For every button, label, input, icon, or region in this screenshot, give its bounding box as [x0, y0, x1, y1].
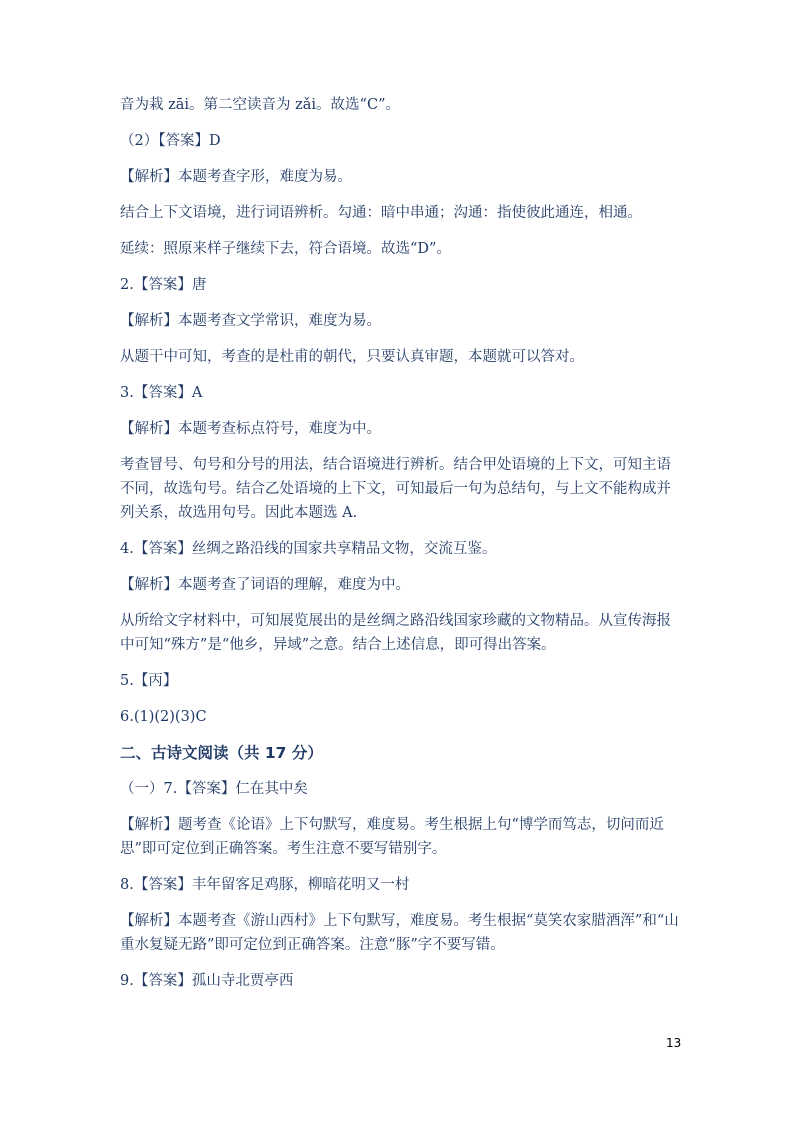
paragraph-text: 从题干中可知，考查的是杜甫的朝代，只要认真审题，本题就可以答对。 [120, 349, 584, 365]
paragraph-text: 结合上下文语境，进行词语辨析。勾通：暗中串通；沟通：指使彼此通连，相通。 [120, 205, 642, 221]
paragraph-text: 【解析】本题考查了词语的理解，难度为中。 [120, 577, 410, 593]
paragraph [120, 93, 680, 117]
paragraph-text: 延续：照原来样子继续下去，符合语境。故选“D”。 [120, 241, 451, 257]
paragraph-text: 音为栽 zāi。第二空读音为 zǎi。故选“C”。 [120, 97, 400, 113]
paragraph [120, 909, 680, 957]
paragraph [120, 309, 680, 333]
paragraph-text: 4.【答案】丝绸之路沿线的国家共享精品文物，交流互鉴。 [120, 541, 497, 557]
page-number: 13 [666, 1036, 682, 1050]
paragraph-text: 8.【答案】丰年留客足鸡豚，柳暗花明又一村 [120, 877, 410, 893]
paragraph-text: （一）7.【答案】仁在其中矣 [120, 781, 308, 797]
paragraph [120, 573, 680, 597]
paragraph-text: （2）【答案】D [120, 133, 221, 149]
paragraph-text: 9.【答案】孤山寺北贾亭西 [120, 973, 294, 989]
paragraph-text: 【解析】本题考查字形，难度为易。 [120, 169, 352, 185]
paragraph-text: 【解析】本题考查文学常识，难度为易。 [120, 313, 381, 329]
paragraph [120, 237, 680, 261]
paragraph-text: 考查冒号、句号和分号的用法，结合语境进行辨析。结合甲处语境的上下文，可知主语不同，故选句号。结合乙处语境的上下文，可知最后一句为总结句，与上文不能构成并列关系，故选用句号。因此本题选 A. [120, 457, 671, 521]
paragraph [120, 273, 680, 297]
paragraph [120, 873, 680, 897]
paragraph [120, 813, 680, 861]
paragraph [120, 969, 680, 993]
paragraph [120, 201, 680, 225]
paragraph [120, 165, 680, 189]
paragraph [120, 705, 680, 729]
paragraph [120, 417, 680, 441]
paragraph [120, 777, 680, 801]
paragraph-text: 【解析】本题考查《游山西村》上下句默写，难度易。考生根据“莫笑农家腊酒浑”和“山重水复疑无路”即可定位到正确答案。注意“豚”字不要写错。 [120, 913, 679, 953]
paragraph-text: 从所给文字材料中，可知展览展出的是丝绸之路沿线国家珍藏的文物精品。从宣传海报中可知“殊方”是“他乡，异域”之意。结合上述信息，即可得出答案。 [120, 613, 671, 653]
paragraph [120, 381, 680, 405]
paragraph-text: 5.【丙】 [120, 673, 178, 689]
paragraph [120, 537, 680, 561]
paragraph-text: 【解析】本题考查标点符号，难度为中。 [120, 421, 381, 437]
section-heading: 二、古诗文阅读（共 17 分） [120, 744, 323, 762]
paragraph-text: 6.(1)(2)(3)C [120, 709, 207, 725]
paragraph [120, 453, 680, 525]
paragraph-text: 【解析】题考查《论语》上下句默写，难度易。考生根据上句“博学而笃志，切问而近思”即可定位到正确答案。考生注意不要写错别字。 [120, 817, 664, 857]
paragraph [120, 129, 680, 153]
paragraph-text: 2.【答案】唐 [120, 277, 207, 293]
document-body [120, 93, 680, 1005]
paragraph [120, 669, 680, 693]
paragraph-text: 3.【答案】A [120, 385, 203, 401]
paragraph [120, 609, 680, 657]
paragraph [120, 345, 680, 369]
